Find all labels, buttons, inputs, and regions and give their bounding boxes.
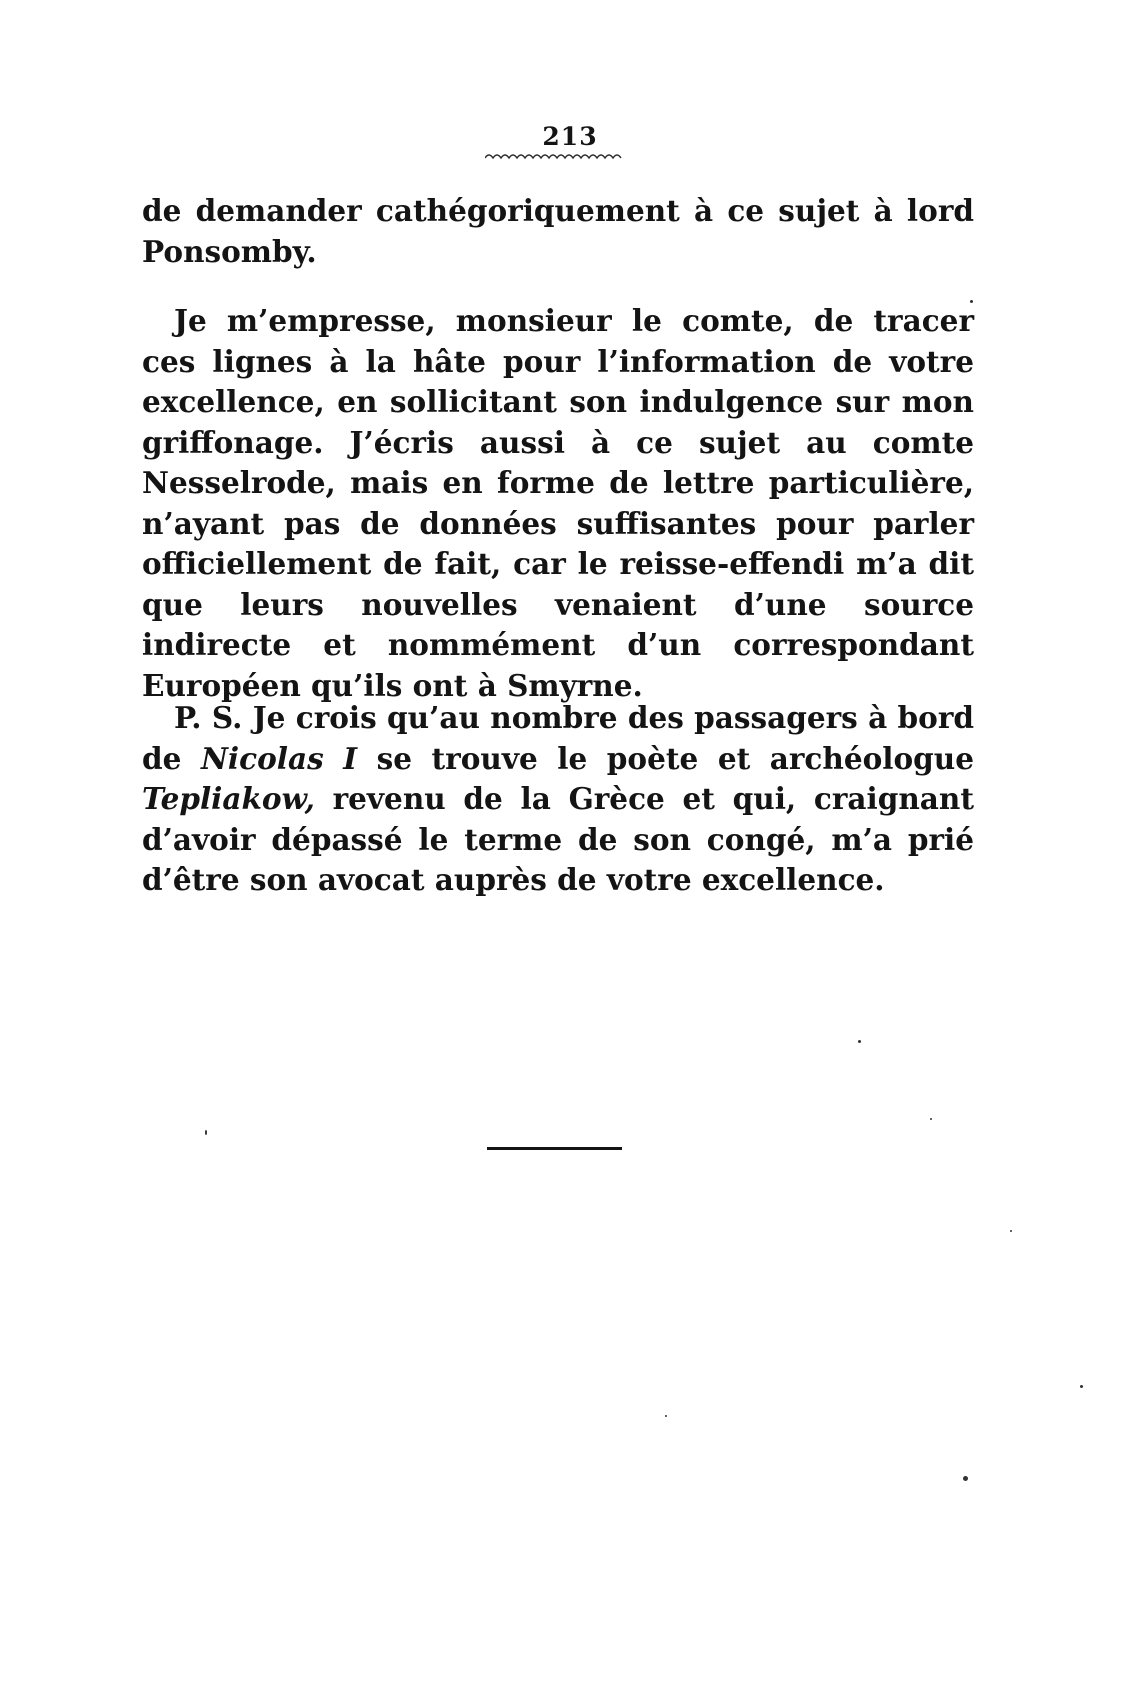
postscript-part: P. S. Je crois qu’au nombre des passagers à bord de	[142, 700, 974, 776]
print-speck	[963, 1476, 968, 1481]
end-rule	[487, 1147, 622, 1150]
print-speck	[1010, 1230, 1012, 1232]
print-speck	[205, 1130, 207, 1135]
page-number: 213	[542, 122, 598, 151]
paragraph-text: de demander cathégoriquement à ce sujet à lord Ponsomby.	[142, 193, 974, 269]
postscript-text	[142, 698, 974, 901]
person-name: Tepliakow,	[142, 781, 315, 816]
print-speck	[1080, 1385, 1083, 1388]
paragraph-main	[142, 301, 974, 706]
print-speck	[970, 300, 973, 303]
print-speck	[858, 1040, 861, 1043]
print-speck	[930, 1118, 932, 1120]
print-speck	[665, 1415, 667, 1417]
paragraph-text: Je m’empresse, monsieur le comte, de tracer ces lignes à la hâte pour l’information de votre excellence, en sollicitant son indulgence sur mon griffonage. J’écris aussi à ce sujet au comte Nesselrode, mais en forme de lettre particulière, n’ayant pas de données suffisantes pour parler officiellement de fait, car le reisse-effendi m’a dit que leurs nouvelles venaient d’une source indirecte et nommément d’un correspondant Européen qu’ils ont à Smyrne.	[142, 303, 974, 703]
paragraph-postscript	[142, 698, 974, 901]
ship-name: Nicolas I	[200, 740, 358, 776]
paragraph-continuation	[142, 191, 974, 272]
postscript-part: revenu de la Grèce et qui, craignant d’avoir dépassé le terme de son congé, m’a prié d’être son avocat auprès de votre excellence.	[142, 781, 974, 897]
postscript-part: se trouve le poète et archéologue	[357, 740, 975, 776]
page-number-ornament	[485, 150, 625, 160]
